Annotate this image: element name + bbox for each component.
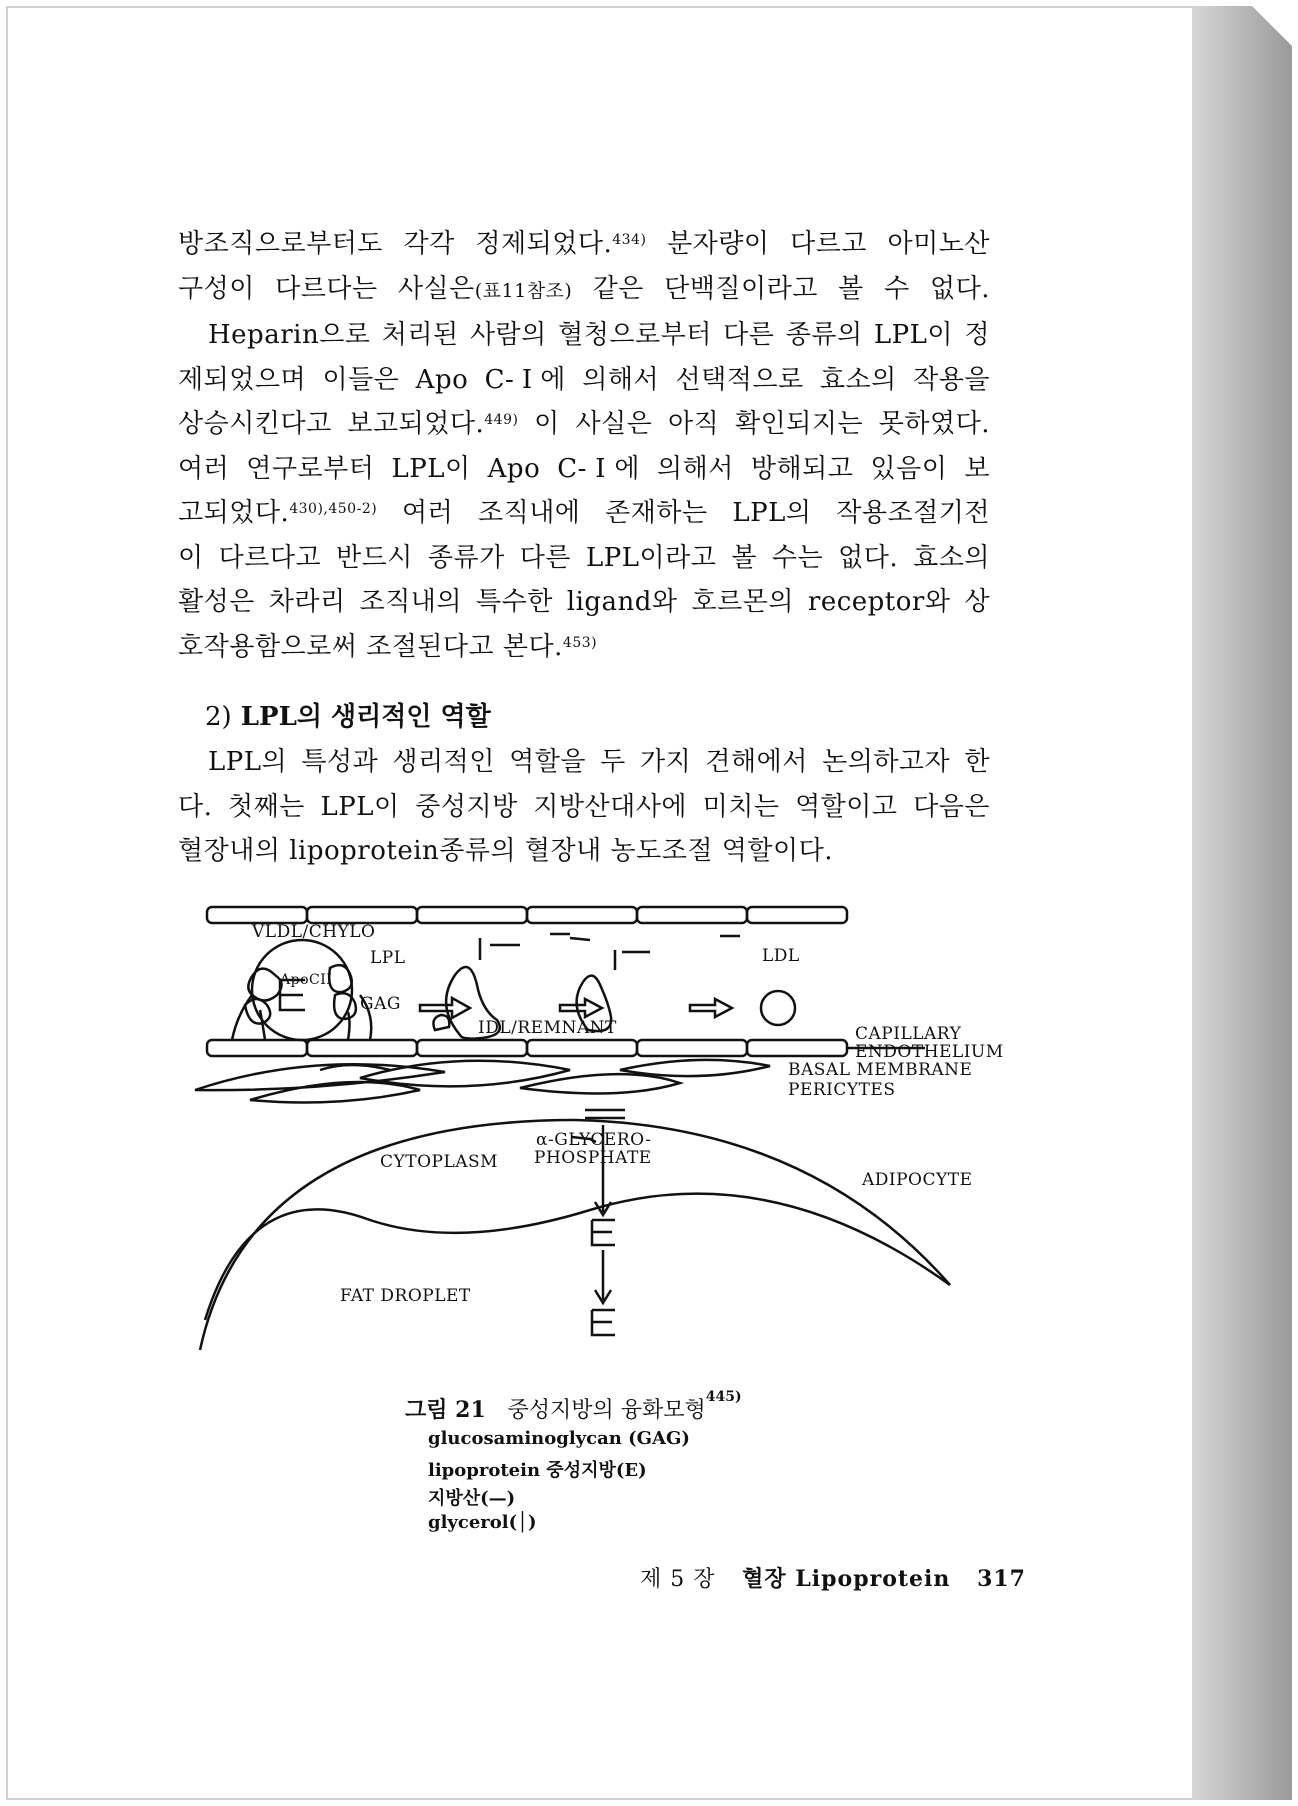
p2-line3-rest: 이 사실은 아직 확인되지는 못하였다.: [534, 409, 990, 439]
label-lpl: LPL: [370, 948, 406, 968]
ref-434: 434): [612, 232, 647, 248]
label-fat-droplet: FAT DROPLET: [340, 1286, 471, 1306]
p2-line3: 상승시킨다고 보고되었다.: [178, 409, 485, 439]
label-phosphate: PHOSPHATE: [534, 1148, 652, 1168]
label-apoc: ApoCII: [280, 972, 333, 988]
p1-line1: 방조직으로부터도 각각 정제되었다.: [178, 229, 613, 259]
legend-fatty-acid: 지방산(—): [428, 1488, 516, 1509]
legend-lipoprotein: lipoprotein 중성지방(E): [428, 1460, 647, 1481]
table-ref: (표11참조): [474, 279, 573, 302]
lipolysis-diagram: [190, 890, 1020, 1360]
section-title: LPL의 생리적인 역할: [240, 702, 491, 732]
p2-line4: 여러 연구로부터 LPL이 Apo C-Ⅰ에 의해서 방해되고 있음이 보: [178, 453, 990, 484]
p1-line3: 같은 단백질이라고 볼 수 없다.: [592, 273, 991, 304]
p1-line2: 구성이 다르다는 사실은: [178, 273, 475, 304]
page-edge-shadow: [1192, 6, 1292, 1800]
paragraph-1: [178, 222, 990, 669]
label-ldl: LDL: [762, 946, 800, 966]
section-number: 2): [205, 702, 232, 732]
ref-449: 449): [484, 412, 519, 428]
legend-gag: glucosaminoglycan (GAG): [428, 1428, 690, 1449]
p2-line5-rest: 여러 조직내에 존재하는 LPL의 작용조절기전: [401, 498, 991, 528]
p2-line7: 활성은 차라리 조직내의 특수한 ligand와 호르몬의 receptor와 상: [178, 587, 990, 617]
label-cytoplasm: CYTOPLASM: [380, 1152, 499, 1172]
p3-line1: LPL의 특성과 생리적인 역할을 두 가지 견해에서 논의하고자 한: [208, 747, 990, 777]
p2-line8: 호작용함으로써 조절된다고 본다.: [178, 631, 563, 662]
label-vldl: VLDL/CHYLO: [252, 922, 376, 942]
p2-line2: 제되었으며 이들은 Apo C-Ⅰ에 의해서 선택적으로 효소의 작용을: [178, 364, 990, 395]
figure-caption: [405, 1389, 742, 1424]
footer-title: 혈장 Lipoprotein: [742, 1566, 951, 1592]
p2-line5: 고되었다.: [178, 498, 290, 528]
figure-21: [190, 890, 1020, 1360]
label-adipocyte: ADIPOCYTE: [862, 1170, 973, 1190]
ref-430: 430),450-2): [289, 501, 378, 517]
ref-453: 453): [562, 634, 598, 651]
section-heading: [205, 696, 491, 733]
label-endothelium: ENDOTHELIUM: [855, 1042, 1004, 1062]
p2-line1: Heparin으로 처리된 사람의 혈청으로부터 다른 종류의 LPL이 정: [208, 320, 990, 350]
p1-line1-rest: 분자량이 다르고 아미노산: [667, 229, 990, 259]
footer-chapter: 제 5 장: [640, 1567, 716, 1592]
legend-glycerol: glycerol(│): [428, 1512, 537, 1533]
caption-text: 중성지방의 융화모형: [507, 1398, 706, 1423]
label-idl: IDL/REMNANT: [478, 1018, 617, 1038]
label-basal: BASAL MEMBRANE: [788, 1060, 973, 1080]
label-pericytes: PERICYTES: [788, 1080, 896, 1100]
paragraph-2: [178, 313, 990, 669]
page-footer: [640, 1562, 1026, 1593]
caption-number: 그림 21: [405, 1397, 486, 1423]
p3-line2: 다. 첫째는 LPL이 중성지방 지방산대사에 미치는 역할이고 다음은: [178, 791, 990, 822]
label-capillary: CAPILLARY: [855, 1024, 962, 1044]
p2-line6: 이 다르다고 반드시 종류가 다른 LPL이라고 볼 수는 없다. 효소의: [178, 542, 990, 573]
label-gag: GAG: [360, 994, 401, 1014]
label-glycero: α-GLYCERO-: [536, 1130, 652, 1150]
paragraph-3: [178, 740, 990, 874]
p3-line3: 혈장내의 lipoprotein종류의 혈장내 농도조절 역할이다.: [178, 836, 833, 866]
caption-ref: 445): [705, 1389, 742, 1405]
page-corner-fold: [1252, 6, 1292, 46]
page-number: 317: [977, 1566, 1026, 1592]
